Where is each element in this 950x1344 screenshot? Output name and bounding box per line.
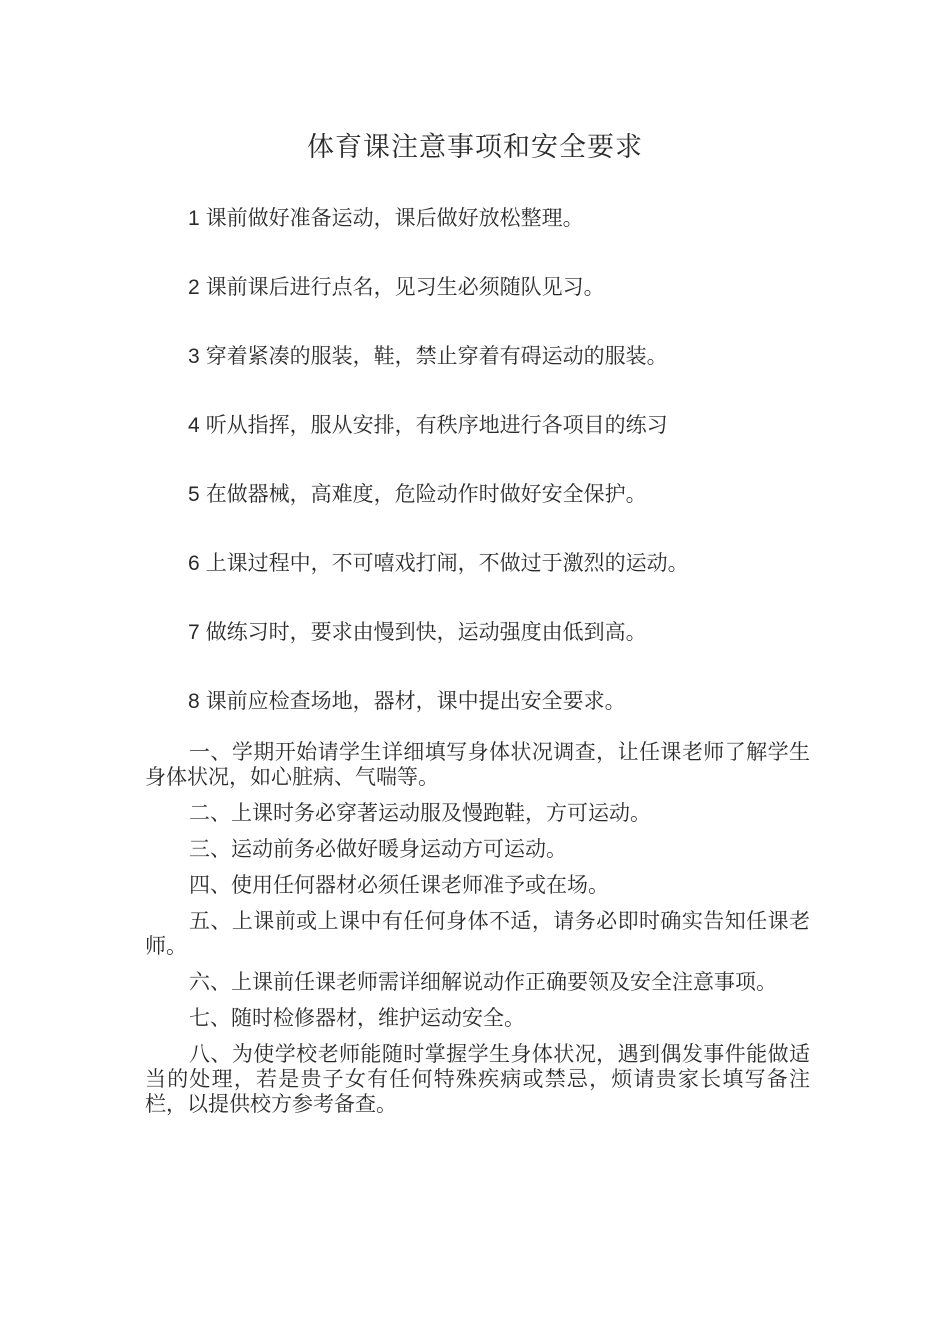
rule-paragraph: 三、运动前务必做好暖身运动方可运动。: [189, 837, 567, 861]
item-number: 6: [188, 552, 200, 575]
item-text: 课前课后进行点名，见习生必须随队见习。: [205, 275, 605, 299]
rule-paragraph: 六、上课前任课老师需详细解说动作正确要领及安全注意事项。: [189, 970, 777, 994]
numbered-requirements-list: [188, 198, 848, 750]
item-number: 7: [188, 621, 200, 644]
item-text: 听从指挥，服从安排，有秩序地进行各项目的练习: [205, 413, 668, 437]
item-text: 上课过程中，不可嘻戏打闹，不做过于激烈的运动。: [205, 551, 689, 575]
numbered-item: [188, 267, 848, 336]
item-text: 课前应检查场地，器材，课中提出安全要求。: [205, 689, 626, 713]
rule-paragraph: 八、为使学校老师能随时掌握学生身体状况，遇到偶发事件能做适当的处理，若是贵子女有任何特殊疾病或禁忌，烦请贵家长填写备注栏，以提供校方参考备查。: [145, 1042, 810, 1116]
rule-paragraph: 七、随时检修器材，维护运动安全。: [189, 1006, 525, 1030]
numbered-item: [188, 336, 848, 405]
numbered-item: [188, 405, 848, 474]
item-number: 4: [188, 414, 200, 437]
item-number: 3: [188, 345, 200, 368]
item-text: 在做器械，高难度，危险动作时做好安全保护。: [205, 482, 647, 506]
item-text: 课前做好准备运动，课后做好放松整理。: [205, 206, 584, 230]
item-number: 5: [188, 483, 200, 506]
item-number: 1: [188, 207, 200, 230]
item-number: 2: [188, 276, 200, 299]
numbered-item: [188, 474, 848, 543]
item-text: 做练习时，要求由慢到快，运动强度由低到高。: [205, 620, 647, 644]
item-number: 8: [188, 690, 200, 713]
numbered-item: [188, 543, 848, 612]
rule-paragraph: 四、使用任何器材必须任课老师准予或在场。: [189, 873, 609, 897]
item-text: 穿着紧凑的服装，鞋，禁止穿着有碍运动的服装。: [205, 344, 668, 368]
document-title: 体育课注意事项和安全要求: [307, 132, 643, 163]
numbered-item: [188, 612, 848, 681]
rule-paragraph: 一、学期开始请学生详细填写身体状况调查，让任课老师了解学生身体状况，如心脏病、气喘等。: [145, 740, 810, 789]
rule-paragraph: 二、上课时务必穿著运动服及慢跑鞋，方可运动。: [189, 801, 651, 825]
rule-paragraph: 五、上课前或上课中有任何身体不适，请务必即时确实告知任课老师。: [145, 909, 810, 958]
safety-rules-section: [145, 740, 810, 1128]
numbered-item: [188, 198, 848, 267]
